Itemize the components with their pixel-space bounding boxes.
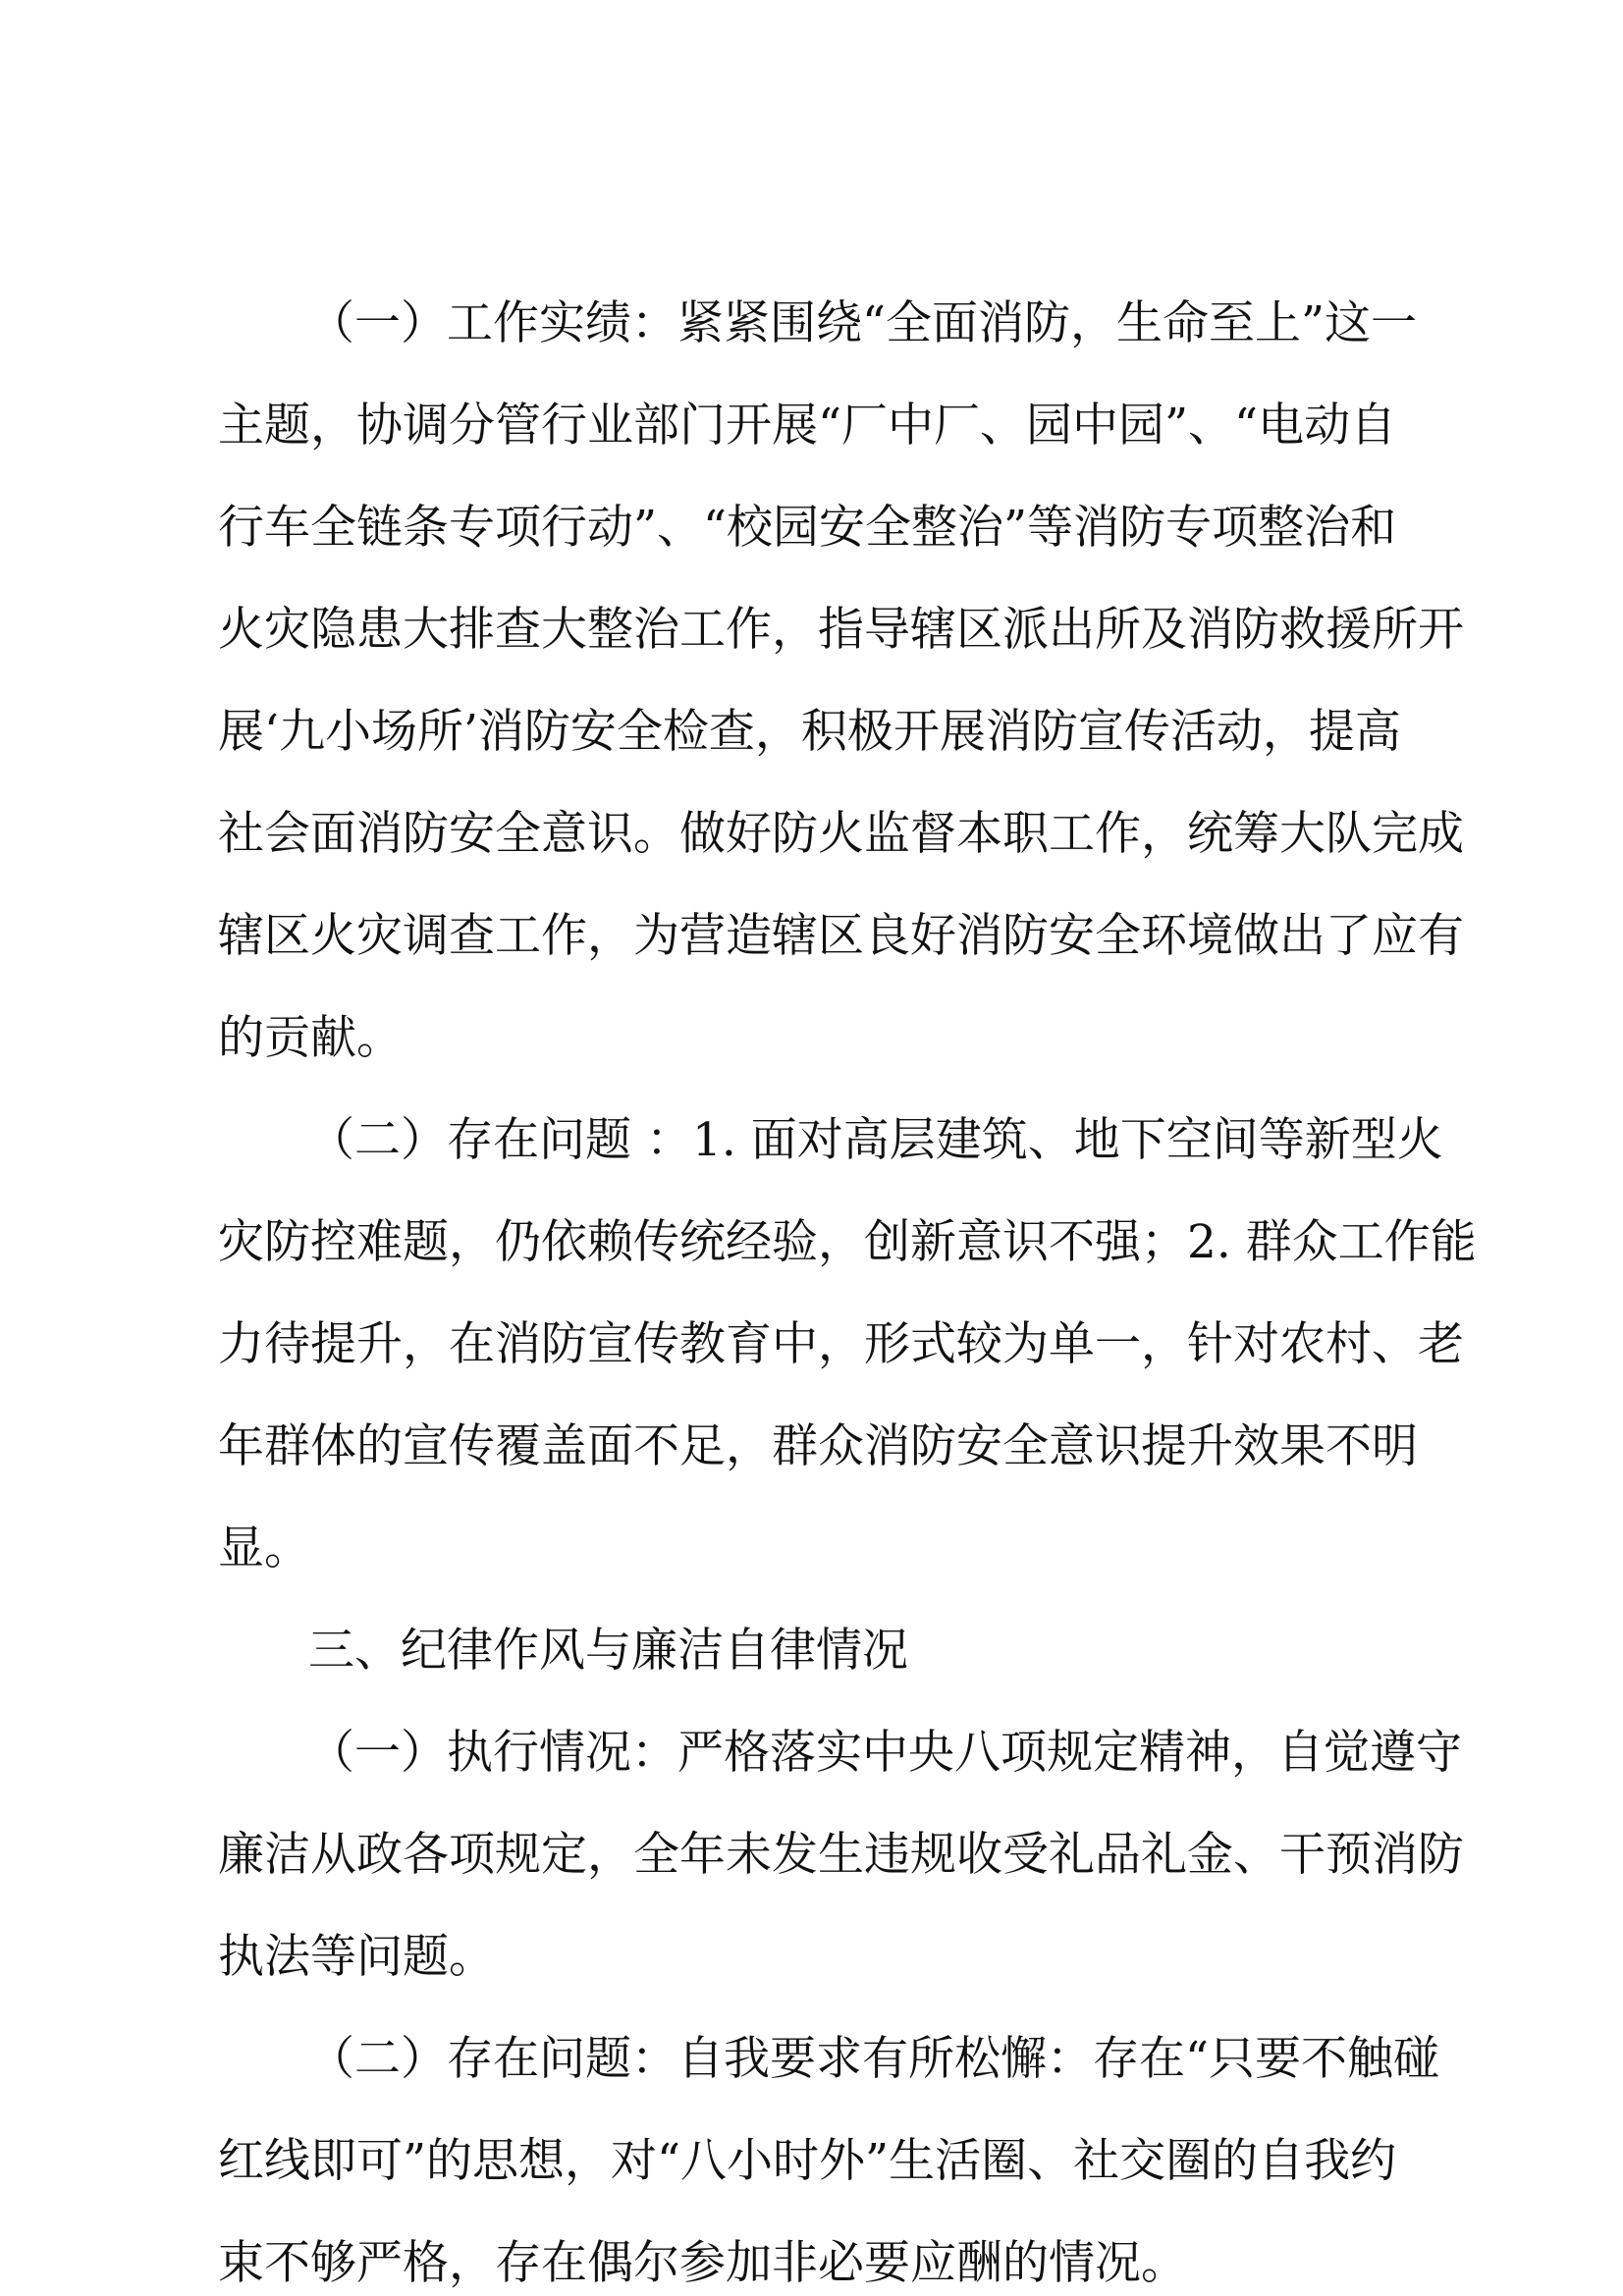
text-line: 廉洁从政各项规定，全年未发生违规收受礼品礼金、干预消防 <box>218 1828 1464 1882</box>
text-line: 辖区火灾调查工作，为营造辖区良好消防安全环境做出了应有 <box>218 909 1464 963</box>
text-line: 显。 <box>218 1522 310 1575</box>
text-line: 火灾隐患大排查大整治工作，指导辖区派出所及消防救援所开 <box>218 603 1464 657</box>
text-line: 主题，协调分管行业部门开展“厂中厂、园中园”、“电动自 <box>218 399 1397 453</box>
text-line: （一）执行情况：严格落实中央八项规定精神，自觉遵守 <box>308 1726 1462 1780</box>
text-line: 的贡献。 <box>218 1011 403 1065</box>
text-line: 红线即可”的思想，对“八小时外”生活圈、社交圈的自我约 <box>218 2134 1397 2188</box>
text-line: 展‘九小场所’消防安全检查，积极开展消防宣传活动，提高 <box>218 705 1401 759</box>
text-line: 行车全链条专项行动”、“校园安全整治”等消防专项整治和 <box>218 501 1397 555</box>
text-line: 力待提升，在消防宣传教育中，形式较为单一，针对农村、老 <box>218 1317 1464 1371</box>
text-line: 年群体的宣传覆盖面不足，群众消防安全意识提升效果不明 <box>218 1419 1418 1473</box>
text-line: （一）工作实绩：紧紧围绕“全面消防，生命至上”这一 <box>308 296 1418 350</box>
text-line: 灾防控难题，仍依赖传统经验，创新意识不强；2. 群众工作能 <box>218 1215 1477 1269</box>
text-line: （二）存在问题：自我要求有所松懈：存在“只要不触碰 <box>308 2032 1440 2086</box>
text-line: 束不够严格，存在偶尔参加非必要应酬的情况。 <box>218 2236 1187 2290</box>
section-heading: 三、纪律作风与廉洁自律情况 <box>308 1624 908 1678</box>
text-line: 执法等问题。 <box>218 1930 495 1984</box>
text-line: （二）存在问题 ：1. 面对高层建筑、地下空间等新型火 <box>308 1113 1443 1167</box>
text-line: 社会面消防安全意识。做好防火监督本职工作，统筹大队完成 <box>218 807 1464 861</box>
